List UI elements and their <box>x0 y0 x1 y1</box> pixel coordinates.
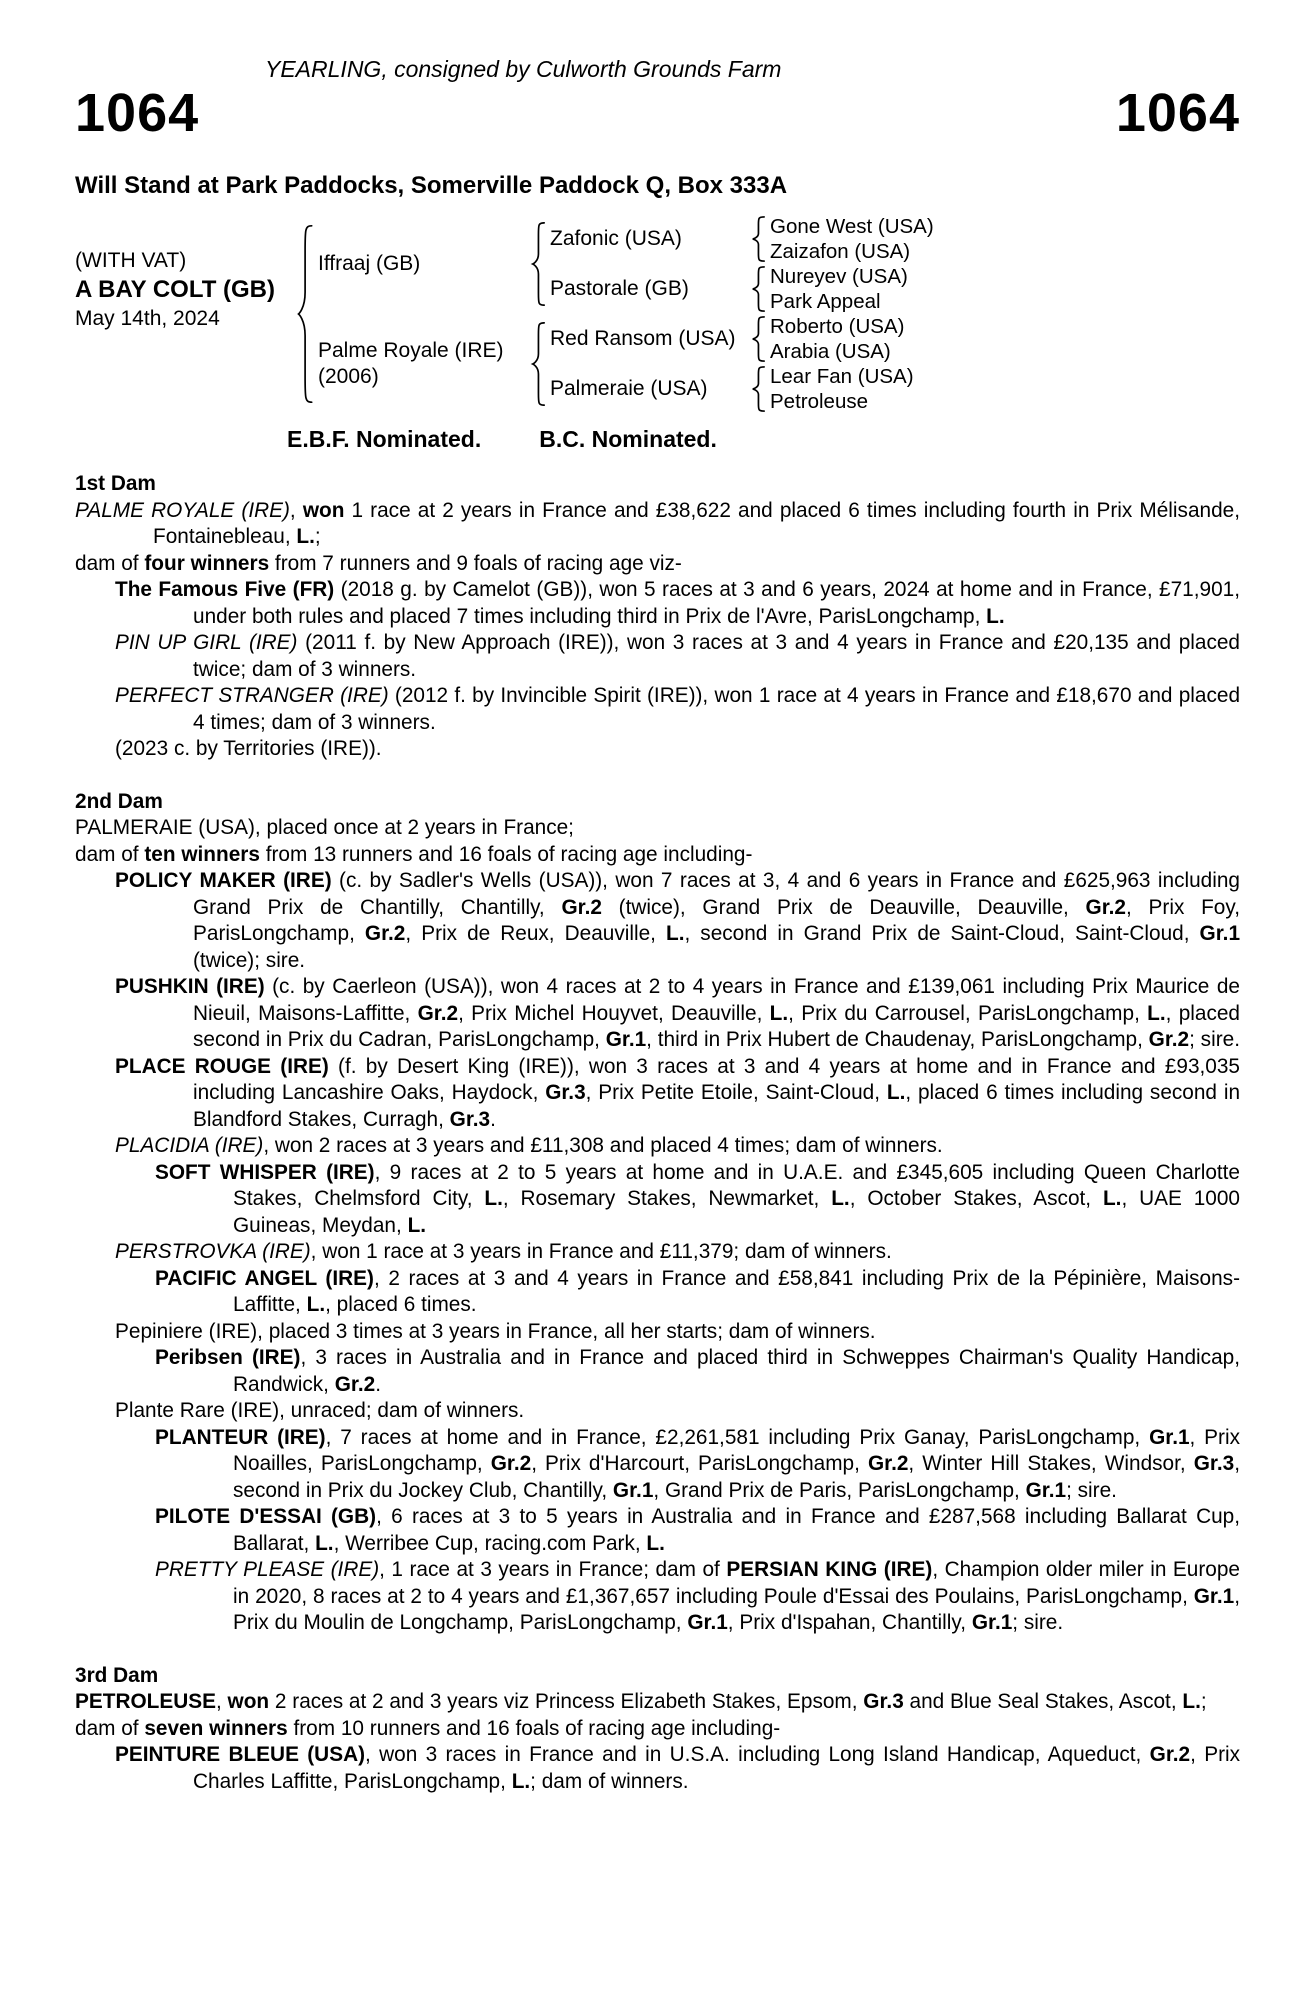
pedigree-text <box>75 471 1240 1795</box>
curly-brace-icon <box>528 222 547 306</box>
lot-number-row <box>75 83 1240 143</box>
pedigree-brace-gen3-1 <box>745 214 770 264</box>
catalog-entry: Plante Rare (IRE), unraced; dam of winners. <box>115 1399 525 1422</box>
catalog-entry: PEINTURE BLEUE (USA), won 3 races in France and in U.S.A. including Long Island Handicap, Aqueduct, Gr.2, Prix Charles Laffitte, ParisLongchamp, L.; dam of winners. <box>115 1743 1241 1793</box>
pedigree-brace-gen3-2 <box>745 264 770 314</box>
consignor-line: YEARLING, consigned by Culworth Grounds Farm <box>265 56 782 82</box>
catalog-entry: PLACE ROUGE (IRE) (f. by Desert King (IRE)), won 3 races at 3 and 4 years at home and in France and £93,035 including Lancashire Oaks, Haydock, Gr.3, Prix Petite Etoile, Saint-Cloud, L., placed 6 times including second in Blandford Stakes, Curragh, Gr.3. <box>115 1054 1241 1131</box>
catalog-entry: dam of seven winners from 10 runners and 16 foals of racing age including- <box>75 1716 781 1740</box>
dam-cell <box>318 314 525 414</box>
pedigree-brace-gen3-4 <box>745 364 770 414</box>
catalog-entry: Pepiniere (IRE), placed 3 times at 3 years in France, all her starts; dam of winners. <box>115 1319 876 1343</box>
gen3-ancestor-3: Nureyev (USA) <box>770 264 908 288</box>
sire-name: Iffraaj (GB) <box>318 252 421 275</box>
catalog-entry: dam of ten winners from 13 runners and 16 foals of racing age including- <box>75 842 753 866</box>
gen3-ancestor-7: Lear Fan (USA) <box>770 364 914 388</box>
dam-name: Palme Royale (IRE) <box>318 339 504 362</box>
lot-number-left: 1064 <box>75 83 200 143</box>
colt-name: A BAY COLT (GB) <box>75 276 276 303</box>
catalog-entry: PERFECT STRANGER (IRE) (2012 f. by Invincible Spirit (IRE)), won 1 race at 4 years in France and £18,670 and placed 4 times; dam of 3 winners. <box>115 684 1241 734</box>
gen2-sire-sire: Zafonic (USA) <box>550 227 682 250</box>
lot-number-right: 1064 <box>1115 83 1240 143</box>
curly-brace-icon <box>748 216 767 262</box>
gen3-ancestor-1: Gone West (USA) <box>770 214 934 238</box>
catalog-entry: SOFT WHISPER (IRE), 9 races at 2 to 5 years at home and in U.A.E. and £345,605 including Queen Charlotte Stakes, Chelmsford City, L., Rosemary Stakes, Newmarket, L., October Stakes, Ascot, L., UAE 1000 Guineas, Meydan, L. <box>155 1160 1241 1237</box>
ebf-nomination: E.B.F. Nominated. <box>287 426 482 452</box>
curly-brace-icon <box>293 224 315 404</box>
catalog-entry: PERSTROVKA (IRE), won 1 race at 3 years in France and £11,379; dam of winners. <box>115 1240 892 1263</box>
foaling-date: May 14th, 2024 <box>75 307 220 330</box>
gen2-dam-sire: Red Ransom (USA) <box>550 327 736 350</box>
gen3-ancestor-2: Zaizafon (USA) <box>770 239 911 263</box>
gen2-dam-dam: Palmeraie (USA) <box>550 377 708 400</box>
catalog-entry: PRETTY PLEASE (IRE), 1 race at 3 years in France; dam of PERSIAN KING (IRE), Champion older miler in Europe in 2020, 8 races at 2 to 4 years and £1,367,657 including Poule d'Essai des Poulains, ParisLongchamp, Gr.1, Prix du Moulin de Longchamp, ParisLongchamp, Gr.1, Prix d'Ispahan, Chantilly, Gr.1; sire. <box>155 1558 1240 1634</box>
curly-brace-icon <box>748 316 767 362</box>
catalog-entry: dam of four winners from 7 runners and 9 foals of racing age viz- <box>75 551 682 575</box>
catalog-entry: Peribsen (IRE), 3 races in Australia and in France and placed third in Schweppes Chairman's Quality Handicap, Randwick, Gr.2. <box>155 1346 1240 1396</box>
catalog-entry: PETROLEUSE, won 2 races at 2 and 3 years viz Princess Elizabeth Stakes, Epsom, Gr.3 and Blue Seal Stakes, Ascot, L.; <box>75 1690 1207 1713</box>
catalog-entry: POLICY MAKER (IRE) (c. by Sadler's Wells (USA)), won 7 races at 3, 4 and 6 years in France and £625,963 including Grand Prix de Chantilly, Chantilly, Gr.2 (twice), Grand Prix de Deauville, Deauville, Gr.2, Prix Foy, ParisLongchamp, Gr.2, Prix de Reux, Deauville, L., second in Grand Prix de Saint-Cloud, Saint-Cloud, Gr.1 (twice); sire. <box>115 869 1241 972</box>
catalog-entry: PUSHKIN (IRE) (c. by Caerleon (USA)), won 4 races at 2 to 4 years in France and £139,061 including Prix Maurice de Nieuil, Maisons-Laffitte, Gr.2, Prix Michel Houyvet, Deauville, L., Prix du Carrousel, ParisLongchamp, L., placed second in Prix du Cadran, ParisLongchamp, Gr.1, third in Prix Hubert de Chaudenay, ParisLongchamp, Gr.2; sire. <box>115 975 1241 1051</box>
dam-heading: 3rd Dam <box>75 1663 159 1687</box>
catalog-entry: PLANTEUR (IRE), 7 races at home and in France, £2,261,581 including Prix Ganay, ParisLongchamp, Gr.1, Prix Noailles, ParisLongchamp, Gr.2, Prix d'Harcourt, ParisLongchamp, Gr.2, Winter Hill Stakes, Windsor, Gr.3, second in Prix du Jockey Club, Chantilly, Gr.1, Grand Prix de Paris, ParisLongchamp, Gr.1; sire. <box>155 1425 1240 1502</box>
gen3-ancestor-8: Petroleuse <box>770 389 869 413</box>
nominations-row <box>75 426 1240 453</box>
vat-note: (WITH VAT) <box>75 249 187 272</box>
dam-heading: 2nd Dam <box>75 789 163 813</box>
stand-location-line: Will Stand at Park Paddocks, Somerville Paddock Q, Box 333A <box>75 172 788 199</box>
gen3-ancestor-6: Arabia (USA) <box>770 339 891 363</box>
catalog-entry: PIN UP GIRL (IRE) (2011 f. by New Approach (IRE)), won 3 races at 3 and 4 years in France and £20,135 and placed twice; dam of 3 winners. <box>115 631 1240 681</box>
pedigree-brace-sire <box>525 214 550 314</box>
catalog-entry: PACIFIC ANGEL (IRE), 2 races at 3 and 4 years in France and £58,841 including Prix de la Pépinière, Maisons-Laffitte, L., placed 6 times. <box>155 1266 1240 1316</box>
catalog-entry: PALMERAIE (USA), placed once at 2 years in France; <box>75 816 574 839</box>
curly-brace-icon <box>528 322 547 406</box>
catalog-entry: PILOTE D'ESSAI (GB), 6 races at 3 to 5 years in Australia and in France and £287,568 including Ballarat Cup, Ballarat, L., Werribee Cup, racing.com Park, L. <box>155 1505 1240 1555</box>
catalog-entry: PALME ROYALE (IRE), won 1 race at 2 years in France and £38,622 and placed 6 times including fourth in Prix Mélisande, Fontainebleau, L.; <box>75 498 1240 548</box>
pedigree-brace-gen1 <box>290 214 318 414</box>
catalog-entry: PLACIDIA (IRE), won 2 races at 3 years and £11,308 and placed 4 times; dam of winners. <box>115 1134 943 1157</box>
curly-brace-icon <box>748 366 767 412</box>
dam-year: (2006) <box>318 365 379 388</box>
colt-details <box>75 214 290 414</box>
pedigree-table <box>75 214 1240 414</box>
pedigree-brace-gen3-3 <box>745 314 770 364</box>
gen2-sire-dam: Pastorale (GB) <box>550 277 689 300</box>
curly-brace-icon <box>748 266 767 312</box>
gen3-ancestor-5: Roberto (USA) <box>770 314 905 338</box>
pedigree-brace-dam <box>525 314 550 414</box>
catalog-entry: (2023 c. by Territories (IRE)). <box>115 737 382 760</box>
dam-heading: 1st Dam <box>75 472 156 495</box>
gen3-ancestor-4: Park Appeal <box>770 289 881 313</box>
bc-nomination: B.C. Nominated. <box>539 426 717 452</box>
catalog-entry: The Famous Five (FR) (2018 g. by Camelot (GB)), won 5 races at 3 and 6 years, 2024 at home and in France, £71,901, under both rules and placed 7 times including third in Prix de l'Avre, ParisLongchamp, L. <box>115 578 1240 628</box>
